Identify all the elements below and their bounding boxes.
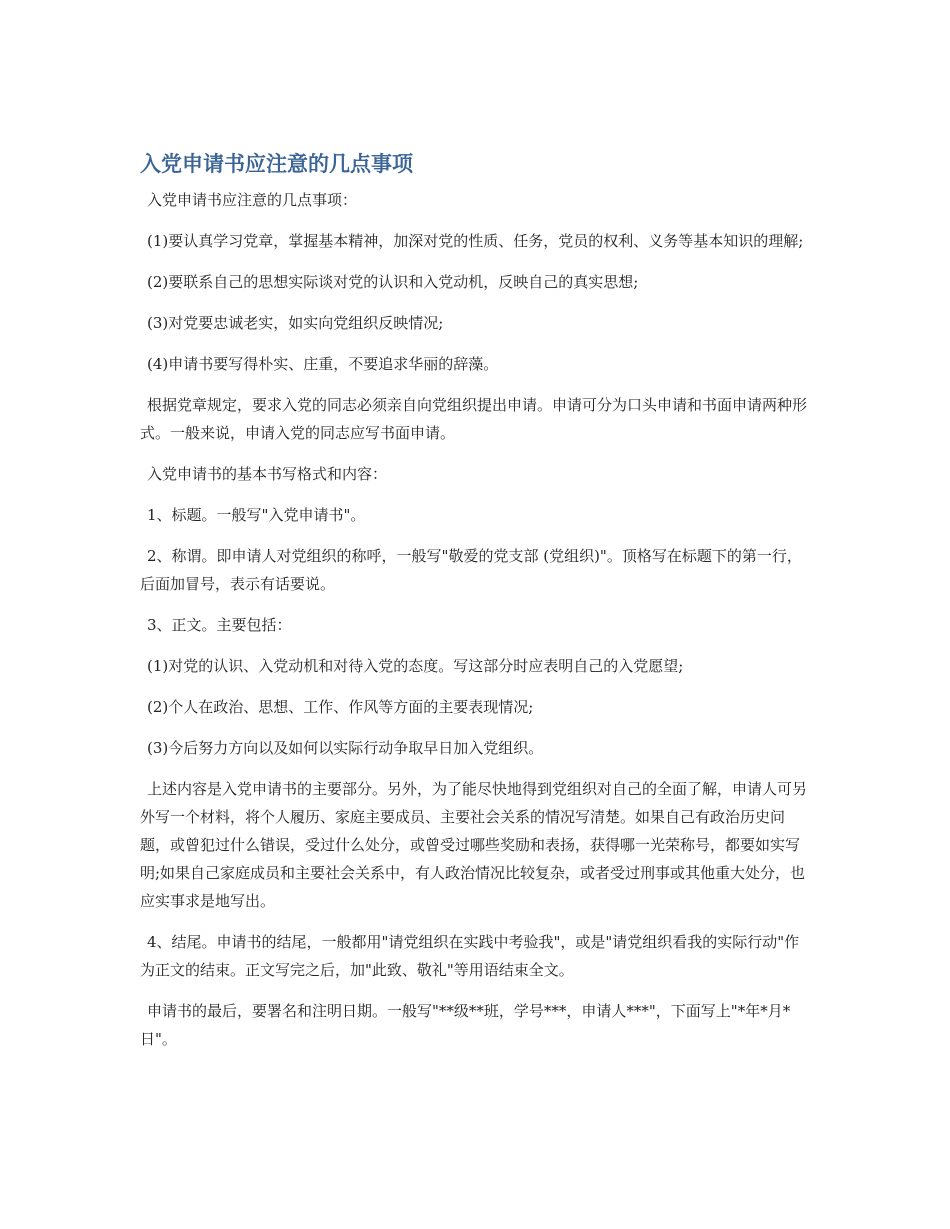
paragraph-body-item-1: (1)对党的认识、入党动机和对待入党的态度。写这部分时应表明自己的入党愿望; bbox=[147, 657, 684, 675]
document-title: 入党申请书应注意的几点事项 bbox=[140, 152, 413, 176]
paragraph-format-heading: 入党申请书的基本书写格式和内容： bbox=[147, 465, 388, 483]
paragraph-body-item-3: (3)今后努力方向以及如何以实际行动争取早日加入党组织。 bbox=[147, 739, 544, 757]
paragraph-body-item-2: (2)个人在政治、思想、工作、作风等方面的主要表现情况; bbox=[147, 698, 534, 716]
paragraph-signature: 申请书的最后，要署名和注明日期。一般写"**级**班，学号***，申请人***"，下面写上"*年*月*日"。 bbox=[140, 1002, 791, 1048]
paragraph-supplement: 上述内容是入党申请书的主要部分。另外，为了能尽快地得到党组织对自己的全面了解，申请人可另外写一个材料，将个人履历、家庭主要成员、主要社会关系的情况写清楚。如果自己有政治历史问题，或曾犯过什么错误，受过什么处分，或曾受过哪些奖励和表扬，获得哪一光荣称号，都要如实写明;如果自己家庭成员和主要社会关系中，有人政治情况比较复杂，或者受过刑事或其他重大处分，也应实事求是地写出。 bbox=[140, 780, 808, 910]
paragraph-point-4: (4)申请书要写得朴实、庄重，不要追求华丽的辞藻。 bbox=[147, 355, 499, 373]
paragraph-point-3: (3)对党要忠诚老实，如实向党组织反映情况; bbox=[147, 314, 444, 332]
paragraph-point-2: (2)要联系自己的思想实际谈对党的认识和入党动机，反映自己的真实思想; bbox=[147, 273, 639, 291]
paragraph-point-1: (1)要认真学习党章，掌握基本精神，加深对党的性质、任务，党员的权利、义务等基本知识的理解; bbox=[147, 232, 804, 250]
paragraph-title-section: 1、标题。一般写"入党申请书"。 bbox=[147, 506, 366, 524]
paragraph-body-section: 3、正文。主要包括： bbox=[147, 616, 292, 634]
paragraph-intro: 入党申请书应注意的几点事项： bbox=[147, 191, 358, 209]
paragraph-salutation-section: 2、称谓。即申请人对党组织的称呼，一般写"敬爱的党支部 (党组织)"。顶格写在标题下的第一行，后面加冒号，表示有话要说。 bbox=[140, 547, 802, 593]
paragraph-ending-section: 4、结尾。申请书的结尾，一般都用"请党组织在实践中考验我"，或是"请党组织看我的实际行动"作为正文的结束。正文写完之后，加"此致、敬礼"等用语结束全文。 bbox=[140, 933, 800, 979]
paragraph-regulation: 根据党章规定，要求入党的同志必须亲自向党组织提出申请。申请可分为口头申请和书面申请两种形式。一般来说，申请入党的同志应写书面申请。 bbox=[140, 396, 808, 442]
document-page bbox=[140, 148, 812, 1066]
